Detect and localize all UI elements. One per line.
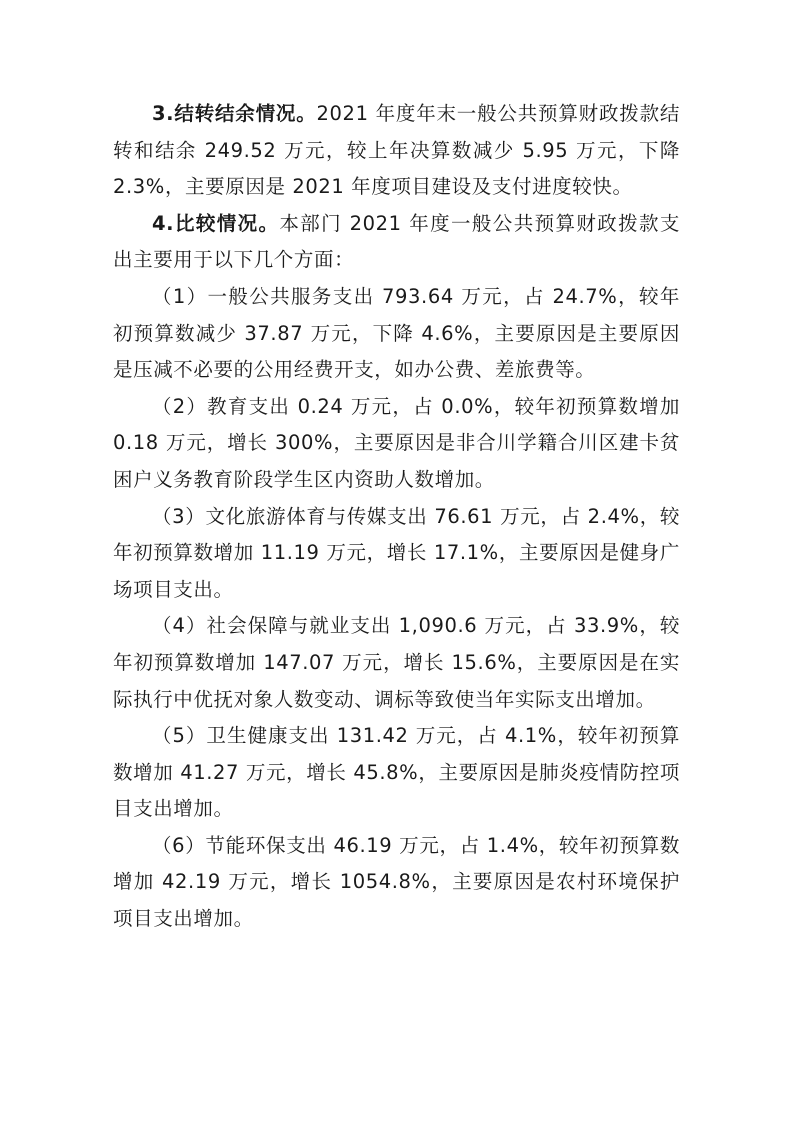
heading-comparison: 4.比较情况。: [152, 211, 280, 235]
item-culture-tourism-sports-media: （3）文化旅游体育与传媒支出 76.61 万元，占 2.4%，较年初预算数增加 11.19 万元，增长 17.1%，主要原因是健身广场项目支出。: [113, 504, 680, 601]
paragraph-comparison: [113, 206, 680, 279]
document-body: [113, 96, 680, 938]
item-energy-environment: （6）节能环保支出 46.19 万元，占 1.4%，较年初预算数增加 42.19 万元，增长 1054.8%，主要原因是农村环境保护项目支出增加。: [113, 833, 680, 931]
item-social-security-employment: （4）社会保障与就业支出 1,090.6 万元，占 33.9%，较年初预算数增加 147.07 万元，增长 15.6%，主要原因是在实际执行中优抚对象人数变动、调标等致使当年实际支出增加。: [113, 614, 680, 711]
item-health: （5）卫生健康支出 131.42 万元，占 4.1%，较年初预算数增加 41.27 万元，增长 45.8%，主要原因是肺炎疫情防控项目支出增加。: [113, 724, 680, 821]
item-education: （2）教育支出 0.24 万元，占 0.0%，较年初预算数增加 0.18 万元，增长 300%，主要原因是非合川学籍合川区建卡贫困户义务教育阶段学生区内资助人数增加。: [113, 394, 680, 491]
text-comparison: 本部门 2021 年度一般公共预算财政拨款支出主要用于以下几个方面：: [113, 211, 680, 272]
heading-carryover: 3.结转结余情况。: [152, 102, 317, 125]
text-carryover: 2021 年度年末一般公共预算财政拨款结转和结余 249.52 万元，较上年决算数减少 5.95 万元，下降 2.3%，主要原因是 2021 年度项目建设及支付进度较快。: [113, 102, 680, 199]
paragraph-carryover: [113, 96, 680, 206]
item-general-public-services: （1）一般公共服务支出 793.64 万元，占 24.7%，较年初预算数减少 37.87 万元，下降 4.6%，主要原因是主要原因是压减不必要的公用经费开支，如办公费、差旅费等。: [113, 284, 680, 382]
